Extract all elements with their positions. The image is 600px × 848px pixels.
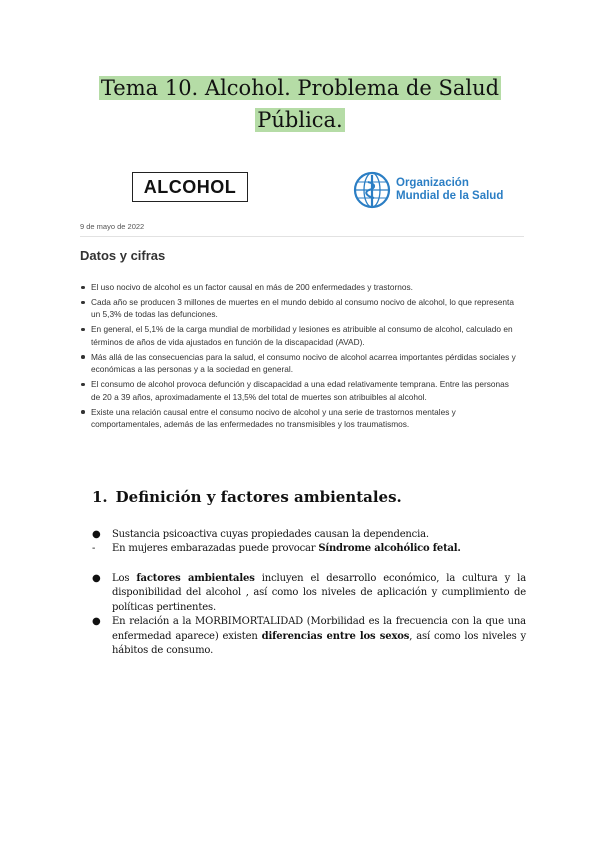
list-item <box>92 528 532 542</box>
bullet-icon: ● <box>92 573 101 584</box>
factors-list <box>92 572 526 658</box>
facts-heading: Datos y cifras <box>80 248 166 263</box>
bullet-icon: ● <box>92 616 101 628</box>
title-line-1: Tema 10. Alcohol. Problema de Salud <box>100 76 500 100</box>
who-name <box>396 177 503 203</box>
list-item: El uso nocivo de alcohol es un factor causal en más de 200 enfermedades y trastornos. <box>80 281 520 293</box>
who-name-line-2: Mundial de la Salud <box>396 190 504 202</box>
list-item: Cada año se producen 3 millones de muertes en el mundo debido al consumo nocivo de alcohol, lo que representa un 5,3% de todas las defunciones. <box>80 296 520 321</box>
fetal-text: En mujeres embarazadas puede provocar <box>112 543 319 554</box>
factors-text-a: Los <box>112 573 137 584</box>
divider <box>80 236 524 237</box>
list-item: En general, el 5,1% de la carga mundial de morbilidad y lesiones es atribuible al consumo de alcohol, calculado en términos de años de vida ajustados en función de la discapacidad (AVAD). <box>80 323 520 348</box>
fetal-bold-text: Síndrome alcohólico fetal. <box>318 543 461 554</box>
facts-list <box>80 281 520 433</box>
definition-text: Sustancia psicoactiva cuyas propiedades causan la dependencia. <box>112 529 429 540</box>
list-item <box>92 615 526 658</box>
list-item: Existe una relación causal entre el consumo nocivo de alcohol y una serie de trastornos mentales y comportamentales, además de las enfermedades no transmisibles y los traumatismos. <box>80 406 520 431</box>
facts-date: 9 de mayo de 2022 <box>80 222 145 231</box>
who-logo <box>352 170 503 210</box>
section-number: 1. <box>92 488 108 506</box>
morbi-text-a: En relación a la MORBIMORTALIDAD (Morbilidad es la frecuencia con la que una enfermedad aparece) existen <box>112 616 526 642</box>
list-item <box>92 542 532 556</box>
morbi-bold-text: diferencias entre los sexos <box>261 630 410 642</box>
who-emblem-icon <box>352 170 392 210</box>
morbi-text-b: , así como los niveles y hábitos de consumo. <box>112 630 527 657</box>
page-title <box>0 72 600 136</box>
title-line-2: Pública. <box>257 108 343 132</box>
definition-list <box>92 528 532 556</box>
dash-icon: - <box>92 543 96 554</box>
who-name-line-1: Organización <box>396 177 469 189</box>
list-item: Más allá de las consecuencias para la salud, el consumo nocivo de alcohol acarrea importantes pérdidas sociales y económicas a las personas y a la sociedad en general. <box>80 351 520 376</box>
bullet-icon: ● <box>92 529 101 540</box>
section-title: Definición y factores ambientales. <box>115 488 402 506</box>
factors-text-b: incluyen el desarrollo económico, la cultura y la disponibilidad del alcohol , así como los niveles de aplicación y cumplimiento de políticas pertinentes. <box>112 573 527 613</box>
list-item: El consumo de alcohol provoca defunción y discapacidad a una edad relativamente temprana. Entre las personas de 20 a 39 años, aproximadamente el 13,5% del total de muertes son atribuibles al alcohol. <box>80 378 520 403</box>
alcohol-label-box <box>132 172 248 202</box>
factors-bold-text: factores ambientales <box>136 573 255 584</box>
list-item <box>92 572 526 615</box>
alcohol-label: ALCOHOL <box>143 176 237 197</box>
section-heading <box>92 488 402 506</box>
